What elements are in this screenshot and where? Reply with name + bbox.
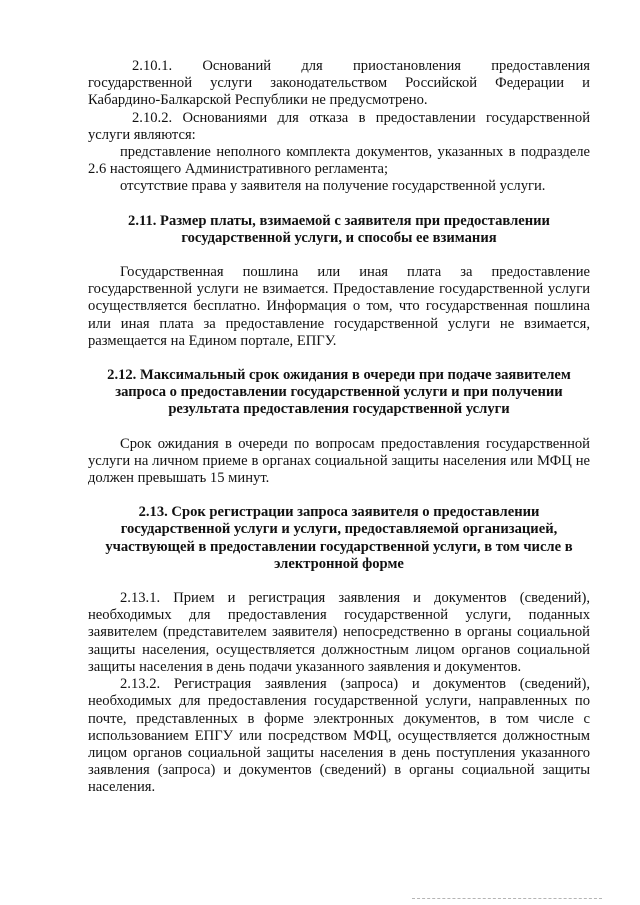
paragraph-refusal-reason-2: отсутствие права у заявителя на получение государственной услуги. [120, 178, 546, 195]
footer-divider [412, 898, 602, 899]
paragraph-2-13-2: 2.13.2. Регистрация заявления (запроса) и документов (сведений), необходимых для предоставления государственной услуги, направленных по почте, представленных в форме электронных документов, в том числе с использованием ЕПГУ или посредством МФЦ, осуществляется должностным лицом органов социальной защиты населения в день поступления указанного заявления (запроса) и документов (сведений) в органы социальной защиты населения. [88, 676, 590, 796]
paragraph-2-12: Срок ожидания в очереди по вопросам предоставления государственной услуги на личном приеме в органах социальной защиты населения или МФЦ не должен превышать 15 минут. [88, 435, 590, 487]
heading-2-12: 2.12. Максимальный срок ожидания в очереди при подаче заявителем запроса о предоставлении государственной услуги и при получении результата предоставления государственной услуги [107, 367, 571, 418]
paragraph-2-10-2: 2.10.2. Основаниями для отказа в предоставлении государственной услуги являются: [88, 109, 590, 143]
heading-2-11: 2.11. Размер платы, взимаемой с заявителя при предоставлении государственной услуги, и способы ее взимания [128, 212, 550, 246]
heading-2-13: 2.13. Срок регистрации запроса заявителя о предоставлении государственной услуги и услуги, предоставляемой организацией, участвующей в предоставлении государственной услуги, в том числе в электронной форме [105, 504, 573, 572]
paragraph-2-11: Государственная пошлина или иная плата за предоставление государственной услуги не взимается. Предоставление государственной услуги осуществляется бесплатно. Информация о том, что государственная пошлина или иная плата за предоставление государственной услуги не взимается, размещается на Едином портале, ЕПГУ. [88, 264, 590, 349]
paragraph-2-13-1: 2.13.1. Прием и регистрация заявления и документов (сведений), необходимых для предоставления государственной услуги, поданных заявителем (представителем заявителя) непосредственно в органы социальной защиты населения, осуществляется должностным лицом органов социальной защиты населения в день подачи указанного заявления и документов. [88, 590, 590, 675]
document-body [88, 58, 590, 797]
paragraph-2-10-1: 2.10.1. Оснований для приостановления предоставления государственной услуги законодательством Российской Федерации и Кабардино-Балкарской Республики не предусмотрено. [88, 58, 590, 109]
paragraph-refusal-reason-1: представление неполного комплекта документов, указанных в подразделе 2.6 настоящего Административного регламента; [88, 144, 590, 178]
